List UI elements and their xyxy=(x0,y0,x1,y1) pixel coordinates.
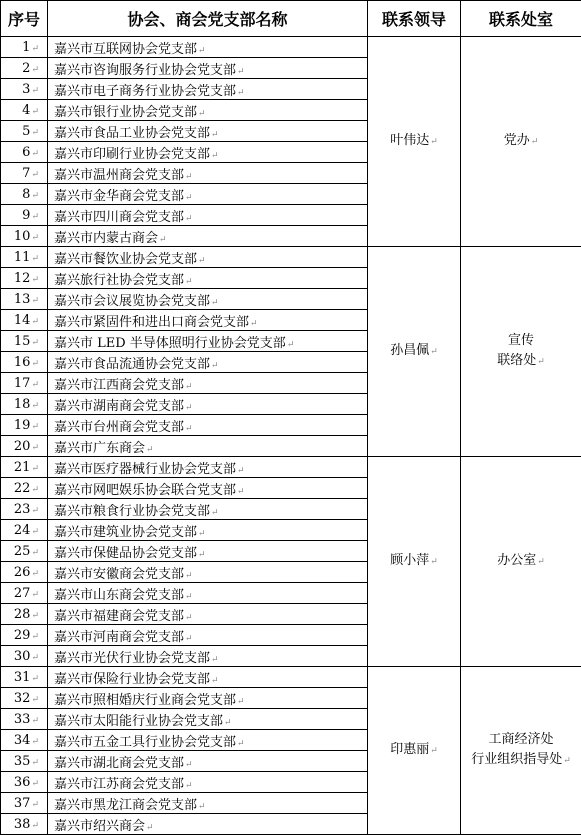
row-number: 16↵ xyxy=(1,352,48,373)
row-number: 3↵ xyxy=(1,79,48,100)
branch-name: 嘉兴市餐饮业协会党支部↵ xyxy=(48,247,368,268)
office-line: 党办↵ xyxy=(461,131,581,152)
paragraph-mark-icon: ↵ xyxy=(430,557,438,567)
paragraph-mark-icon: ↵ xyxy=(185,214,193,224)
row-number: 22↵ xyxy=(1,478,48,499)
paragraph-mark-icon: ↵ xyxy=(287,340,295,350)
paragraph-mark-icon: ↵ xyxy=(237,487,245,497)
paragraph-mark-icon: ↵ xyxy=(185,193,193,203)
paragraph-mark-icon: ↵ xyxy=(185,760,193,770)
table-row xyxy=(1,667,581,688)
paragraph-mark-icon: ↵ xyxy=(31,800,39,810)
header-leader: 联系领导 xyxy=(368,1,461,37)
branch-name: 嘉兴市湖南商会党支部↵ xyxy=(48,394,368,415)
paragraph-mark-icon: ↵ xyxy=(31,695,39,705)
paragraph-mark-icon: ↵ xyxy=(31,779,39,789)
paragraph-mark-icon: ↵ xyxy=(185,403,193,413)
branch-name: 嘉兴市建筑业协会党支部↵ xyxy=(48,520,368,541)
paragraph-mark-icon: ↵ xyxy=(31,548,39,558)
paragraph-mark-icon: ↵ xyxy=(531,137,539,147)
paragraph-mark-icon: ↵ xyxy=(198,529,206,539)
paragraph-mark-icon: ↵ xyxy=(31,338,39,348)
branch-name: 嘉兴市河南商会党支部↵ xyxy=(48,625,368,646)
paragraph-mark-icon: ↵ xyxy=(537,557,545,567)
branch-name: 嘉兴市黑龙江商会党支部↵ xyxy=(48,793,368,814)
paragraph-mark-icon: ↵ xyxy=(185,613,193,623)
branch-name: 嘉兴市 LED 半导体照明行业协会党支部↵ xyxy=(48,331,368,352)
branch-name: 嘉兴市广东商会↵ xyxy=(48,436,368,457)
branch-name: 嘉兴市温州商会党支部↵ xyxy=(48,163,368,184)
paragraph-mark-icon: ↵ xyxy=(31,716,39,726)
header-office: 联系处室 xyxy=(461,1,581,37)
paragraph-mark-icon: ↵ xyxy=(185,781,193,791)
paragraph-mark-icon: ↵ xyxy=(31,86,39,96)
paragraph-mark-icon: ↵ xyxy=(237,67,245,77)
branch-name: 嘉兴市福建商会党支部↵ xyxy=(48,604,368,625)
paragraph-mark-icon: ↵ xyxy=(31,443,39,453)
paragraph-mark-icon: ↵ xyxy=(185,592,193,602)
paragraph-mark-icon: ↵ xyxy=(31,422,39,432)
row-number: 19↵ xyxy=(1,415,48,436)
branch-name: 嘉兴市咨询服务行业协会党支部↵ xyxy=(48,58,368,79)
paragraph-mark-icon: ↵ xyxy=(250,319,258,329)
row-number: 11↵ xyxy=(1,247,48,268)
paragraph-mark-icon: ↵ xyxy=(31,737,39,747)
paragraph-mark-icon: ↵ xyxy=(31,821,39,831)
row-number: 8↵ xyxy=(1,184,48,205)
branch-name: 嘉兴市食品流通协会党支部↵ xyxy=(48,352,368,373)
paragraph-mark-icon: ↵ xyxy=(31,149,39,159)
contact-leader: 顾小萍↵ xyxy=(368,457,461,667)
row-number: 15↵ xyxy=(1,331,48,352)
branch-name: 嘉兴市金华商会党支部↵ xyxy=(48,184,368,205)
paragraph-mark-icon: ↵ xyxy=(537,357,545,367)
row-number: 5↵ xyxy=(1,121,48,142)
paragraph-mark-icon: ↵ xyxy=(31,758,39,768)
paragraph-mark-icon: ↵ xyxy=(198,802,206,812)
paragraph-mark-icon: ↵ xyxy=(563,756,571,766)
paragraph-mark-icon: ↵ xyxy=(31,590,39,600)
contact-leader: 叶伟达↵ xyxy=(368,37,461,247)
paragraph-mark-icon: ↵ xyxy=(211,508,219,518)
row-number: 32↵ xyxy=(1,688,48,709)
paragraph-mark-icon: ↵ xyxy=(31,44,39,54)
paragraph-mark-icon: ↵ xyxy=(31,233,39,243)
office-line: 行业组织指导处↵ xyxy=(461,750,581,771)
paragraph-mark-icon: ↵ xyxy=(185,634,193,644)
paragraph-mark-icon: ↵ xyxy=(237,697,245,707)
paragraph-mark-icon: ↵ xyxy=(211,298,219,308)
paragraph-mark-icon: ↵ xyxy=(31,107,39,117)
office-line: 宣传 xyxy=(461,331,581,351)
row-number: 34↵ xyxy=(1,730,48,751)
row-number: 13↵ xyxy=(1,289,48,310)
row-number: 33↵ xyxy=(1,709,48,730)
branch-name: 嘉兴市安徽商会党支部↵ xyxy=(48,562,368,583)
table-row xyxy=(1,457,581,478)
branch-name: 嘉兴市光伏行业协会党支部↵ xyxy=(48,646,368,667)
branch-name: 嘉兴市紧固件和进出口商会党支部↵ xyxy=(48,310,368,331)
row-number: 21↵ xyxy=(1,457,48,478)
paragraph-mark-icon: ↵ xyxy=(211,655,219,665)
branch-name: 嘉兴市网吧娱乐协会联合党支部↵ xyxy=(48,478,368,499)
branch-name: 嘉兴市银行业协会党支部↵ xyxy=(48,100,368,121)
paragraph-mark-icon: ↵ xyxy=(31,359,39,369)
paragraph-mark-icon: ↵ xyxy=(211,151,219,161)
row-number: 26↵ xyxy=(1,562,48,583)
row-number: 2↵ xyxy=(1,58,48,79)
branch-name: 嘉兴市互联网协会党支部↵ xyxy=(48,37,368,58)
branch-name: 嘉兴市太阳能行业协会党支部↵ xyxy=(48,709,368,730)
paragraph-mark-icon: ↵ xyxy=(224,718,232,728)
paragraph-mark-icon: ↵ xyxy=(31,170,39,180)
contact-office xyxy=(461,37,581,247)
row-number: 35↵ xyxy=(1,751,48,772)
row-number: 36↵ xyxy=(1,772,48,793)
row-number: 9↵ xyxy=(1,205,48,226)
paragraph-mark-icon: ↵ xyxy=(198,256,206,266)
contact-leader: 孙昌佩↵ xyxy=(368,247,461,457)
paragraph-mark-icon: ↵ xyxy=(31,275,39,285)
paragraph-mark-icon: ↵ xyxy=(31,464,39,474)
paragraph-mark-icon: ↵ xyxy=(198,109,206,119)
row-number: 10↵ xyxy=(1,226,48,247)
paragraph-mark-icon: ↵ xyxy=(31,401,39,411)
paragraph-mark-icon: ↵ xyxy=(430,746,438,756)
paragraph-mark-icon: ↵ xyxy=(31,569,39,579)
branch-name: 嘉兴市江西商会党支部↵ xyxy=(48,373,368,394)
paragraph-mark-icon: ↵ xyxy=(31,212,39,222)
paragraph-mark-icon: ↵ xyxy=(211,130,219,140)
row-number: 31↵ xyxy=(1,667,48,688)
paragraph-mark-icon: ↵ xyxy=(31,527,39,537)
table-row xyxy=(1,247,581,268)
branch-name: 嘉兴市绍兴商会↵ xyxy=(48,814,368,835)
branch-name: 嘉兴市医疗器械行业协会党支部↵ xyxy=(48,457,368,478)
branch-name: 嘉兴市山东商会党支部↵ xyxy=(48,583,368,604)
branch-name: 嘉兴市湖北商会党支部↵ xyxy=(48,751,368,772)
table-body xyxy=(1,37,581,835)
row-number: 7↵ xyxy=(1,163,48,184)
row-number: 1↵ xyxy=(1,37,48,58)
row-number: 38↵ xyxy=(1,814,48,835)
header-seq: 序号 xyxy=(1,1,48,37)
paragraph-mark-icon: ↵ xyxy=(31,317,39,327)
row-number: 37↵ xyxy=(1,793,48,814)
branch-name: 嘉兴市照相婚庆行业商会党支部↵ xyxy=(48,688,368,709)
branch-name: 嘉兴市粮食行业协会党支部↵ xyxy=(48,499,368,520)
paragraph-mark-icon: ↵ xyxy=(237,466,245,476)
contact-office xyxy=(461,667,581,835)
header-name: 协会、商会党支部名称 xyxy=(48,1,368,37)
paragraph-mark-icon: ↵ xyxy=(198,550,206,560)
branch-name: 嘉兴市五金工具行业协会党支部↵ xyxy=(48,730,368,751)
row-number: 18↵ xyxy=(1,394,48,415)
branch-name: 嘉兴市印刷行业协会党支部↵ xyxy=(48,142,368,163)
table-row xyxy=(1,37,581,58)
contact-office xyxy=(461,247,581,457)
branch-name: 嘉兴市保健品协会党支部↵ xyxy=(48,541,368,562)
paragraph-mark-icon: ↵ xyxy=(31,296,39,306)
paragraph-mark-icon: ↵ xyxy=(237,739,245,749)
paragraph-mark-icon: ↵ xyxy=(146,823,154,833)
paragraph-mark-icon: ↵ xyxy=(31,254,39,264)
paragraph-mark-icon: ↵ xyxy=(31,506,39,516)
paragraph-mark-icon: ↵ xyxy=(198,46,206,56)
branch-name: 嘉兴旅行社协会党支部↵ xyxy=(48,268,368,289)
row-number: 6↵ xyxy=(1,142,48,163)
contact-office xyxy=(461,457,581,667)
office-line: 办公室↵ xyxy=(461,551,581,572)
row-number: 24↵ xyxy=(1,520,48,541)
paragraph-mark-icon: ↵ xyxy=(185,382,193,392)
paragraph-mark-icon: ↵ xyxy=(430,137,438,147)
paragraph-mark-icon: ↵ xyxy=(31,632,39,642)
branch-name: 嘉兴市电子商务行业协会党支部↵ xyxy=(48,79,368,100)
row-number: 4↵ xyxy=(1,100,48,121)
paragraph-mark-icon: ↵ xyxy=(31,65,39,75)
branch-name: 嘉兴市台州商会党支部↵ xyxy=(48,415,368,436)
paragraph-mark-icon: ↵ xyxy=(146,445,154,455)
paragraph-mark-icon: ↵ xyxy=(31,611,39,621)
row-number: 29↵ xyxy=(1,625,48,646)
paragraph-mark-icon: ↵ xyxy=(31,191,39,201)
row-number: 30↵ xyxy=(1,646,48,667)
row-number: 23↵ xyxy=(1,499,48,520)
paragraph-mark-icon: ↵ xyxy=(237,88,245,98)
paragraph-mark-icon: ↵ xyxy=(185,424,193,434)
paragraph-mark-icon: ↵ xyxy=(31,380,39,390)
row-number: 17↵ xyxy=(1,373,48,394)
paragraph-mark-icon: ↵ xyxy=(430,347,438,357)
branch-name: 嘉兴市保险行业协会党支部↵ xyxy=(48,667,368,688)
branch-name: 嘉兴市食品工业协会党支部↵ xyxy=(48,121,368,142)
paragraph-mark-icon: ↵ xyxy=(159,235,167,245)
paragraph-mark-icon: ↵ xyxy=(31,674,39,684)
branch-name: 嘉兴市会议展览协会党支部↵ xyxy=(48,289,368,310)
header-row xyxy=(1,1,581,37)
paragraph-mark-icon: ↵ xyxy=(31,653,39,663)
row-number: 27↵ xyxy=(1,583,48,604)
paragraph-mark-icon: ↵ xyxy=(211,676,219,686)
paragraph-mark-icon: ↵ xyxy=(211,361,219,371)
paragraph-mark-icon: ↵ xyxy=(31,485,39,495)
branch-name: 嘉兴市江苏商会党支部↵ xyxy=(48,772,368,793)
paragraph-mark-icon: ↵ xyxy=(185,571,193,581)
row-number: 20↵ xyxy=(1,436,48,457)
row-number: 25↵ xyxy=(1,541,48,562)
paragraph-mark-icon: ↵ xyxy=(31,128,39,138)
row-number: 14↵ xyxy=(1,310,48,331)
paragraph-mark-icon: ↵ xyxy=(185,172,193,182)
branch-name: 嘉兴市内蒙古商会↵ xyxy=(48,226,368,247)
row-number: 12↵ xyxy=(1,268,48,289)
row-number: 28↵ xyxy=(1,604,48,625)
office-line: 联络处↵ xyxy=(461,351,581,372)
paragraph-mark-icon: ↵ xyxy=(185,277,193,287)
contact-leader: 印惠丽↵ xyxy=(368,667,461,835)
office-line: 工商经济处 xyxy=(461,730,581,750)
branch-name: 嘉兴市四川商会党支部↵ xyxy=(48,205,368,226)
